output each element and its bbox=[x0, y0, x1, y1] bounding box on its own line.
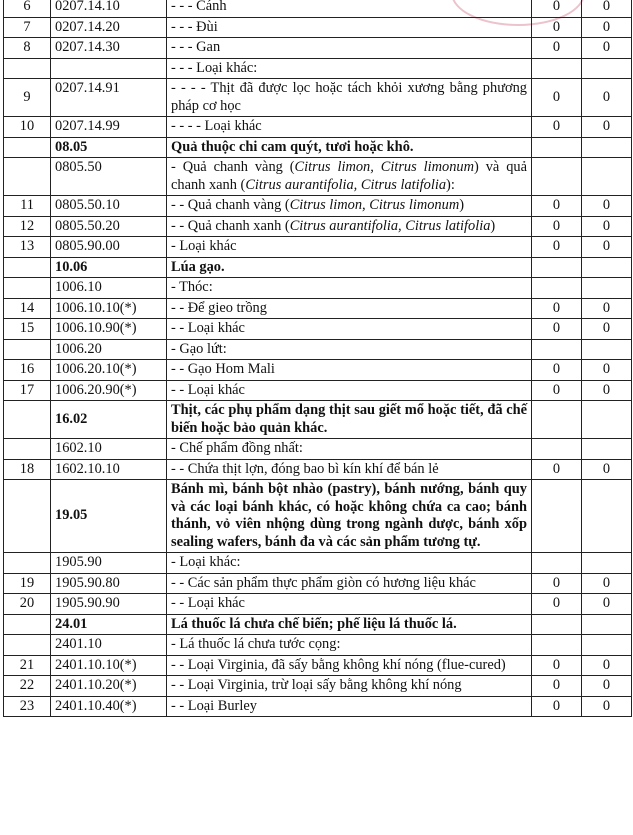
hs-code: 0805.90.00 bbox=[51, 237, 167, 258]
table-row bbox=[4, 360, 632, 381]
hs-code: 19.05 bbox=[51, 480, 167, 553]
rate-value-1 bbox=[532, 278, 582, 299]
table-row bbox=[4, 439, 632, 460]
row-number bbox=[4, 635, 51, 656]
hs-code: 1602.10.10 bbox=[51, 459, 167, 480]
hs-code: 1006.10.90(*) bbox=[51, 319, 167, 340]
hs-code: 1905.90.90 bbox=[51, 594, 167, 615]
rate-value-2 bbox=[582, 401, 632, 439]
description-text: - - Quả chanh vàng ( bbox=[171, 197, 290, 213]
row-number: 8 bbox=[4, 38, 51, 59]
table-row bbox=[4, 17, 632, 38]
description: - - Gạo Hom Mali bbox=[167, 360, 532, 381]
table-row bbox=[4, 655, 632, 676]
row-number bbox=[4, 553, 51, 574]
row-number: 11 bbox=[4, 196, 51, 217]
rate-value-2 bbox=[582, 614, 632, 635]
latin-name: Citrus aurantifolia, Citrus latifolia bbox=[245, 176, 447, 193]
rate-value-1 bbox=[532, 401, 582, 439]
table-row bbox=[4, 380, 632, 401]
row-number bbox=[4, 614, 51, 635]
description: Thịt, các phụ phẩm dạng thịt sau giết mổ hoặc tiết, đã chế biến hoặc bảo quản khác. bbox=[167, 401, 532, 439]
rate-value-2 bbox=[582, 480, 632, 553]
rate-value-1: 0 bbox=[532, 319, 582, 340]
rate-value-2: 0 bbox=[582, 573, 632, 594]
hs-code: 1006.10.10(*) bbox=[51, 298, 167, 319]
rate-value-1: 0 bbox=[532, 655, 582, 676]
rate-value-2: 0 bbox=[582, 360, 632, 381]
table-row bbox=[4, 58, 632, 79]
table-row bbox=[4, 38, 632, 59]
rate-value-1: 0 bbox=[532, 237, 582, 258]
row-number bbox=[4, 137, 51, 158]
row-number: 12 bbox=[4, 216, 51, 237]
description-text: - Quả chanh vàng ( bbox=[171, 159, 295, 175]
row-number bbox=[4, 480, 51, 553]
description: - - Loại khác bbox=[167, 594, 532, 615]
description: Bánh mì, bánh bột nhào (pastry), bánh nướng, bánh quy và các loại bánh khác, có hoặc không chứa ca cao; bánh thánh, vỏ viên nhộng dùng trong ngành dược, bánh xốp sealing wafers, bánh đa và các sản phẩm tương tự. bbox=[167, 480, 532, 553]
table-row bbox=[4, 339, 632, 360]
rate-value-2: 0 bbox=[582, 380, 632, 401]
row-number bbox=[4, 401, 51, 439]
hs-code: 08.05 bbox=[51, 137, 167, 158]
latin-name: Citrus limon, Citrus limonum bbox=[294, 159, 475, 175]
rate-value-1: 0 bbox=[532, 79, 582, 117]
rate-value-2: 0 bbox=[582, 38, 632, 59]
rate-value-1: 0 bbox=[532, 38, 582, 59]
rate-value-1 bbox=[532, 439, 582, 460]
rate-value-2 bbox=[582, 158, 632, 196]
hs-code: 2401.10.20(*) bbox=[51, 676, 167, 697]
rate-value-1 bbox=[532, 158, 582, 196]
hs-code: 1905.90.80 bbox=[51, 573, 167, 594]
row-number: 6 bbox=[4, 0, 51, 17]
table-row bbox=[4, 676, 632, 697]
rate-value-2 bbox=[582, 553, 632, 574]
table-row bbox=[4, 401, 632, 439]
description: - - - - Thịt đã được lọc hoặc tách khỏi xương bằng phương pháp cơ học bbox=[167, 79, 532, 117]
description: Lá thuốc lá chưa chế biến; phế liệu lá thuốc lá. bbox=[167, 614, 532, 635]
table-row bbox=[4, 573, 632, 594]
row-number bbox=[4, 439, 51, 460]
row-number: 9 bbox=[4, 79, 51, 117]
rate-value-2: 0 bbox=[582, 117, 632, 138]
description: - - - Cánh bbox=[167, 0, 532, 17]
rate-value-2 bbox=[582, 137, 632, 158]
description bbox=[167, 196, 532, 217]
description: Quả thuộc chi cam quýt, tươi hoặc khô. bbox=[167, 137, 532, 158]
description-text: - - Quả chanh xanh ( bbox=[171, 217, 290, 234]
row-number: 22 bbox=[4, 676, 51, 697]
description bbox=[167, 158, 532, 196]
row-number: 20 bbox=[4, 594, 51, 615]
description: - Thóc: bbox=[167, 278, 532, 299]
rate-value-2 bbox=[582, 339, 632, 360]
hs-code: 1602.10 bbox=[51, 439, 167, 460]
hs-code: 2401.10.10(*) bbox=[51, 655, 167, 676]
table-row bbox=[4, 0, 632, 17]
description: - Loại khác bbox=[167, 237, 532, 258]
hs-code: 10.06 bbox=[51, 257, 167, 278]
rate-value-2: 0 bbox=[582, 298, 632, 319]
rate-value-1: 0 bbox=[532, 594, 582, 615]
row-number bbox=[4, 278, 51, 299]
description-text: ): bbox=[446, 176, 455, 193]
row-number: 21 bbox=[4, 655, 51, 676]
rate-value-1: 0 bbox=[532, 380, 582, 401]
rate-value-1: 0 bbox=[532, 696, 582, 717]
rate-value-2: 0 bbox=[582, 17, 632, 38]
table-row bbox=[4, 298, 632, 319]
latin-name: Citrus limon, Citrus limonum bbox=[289, 197, 460, 213]
row-number: 10 bbox=[4, 117, 51, 138]
row-number: 19 bbox=[4, 573, 51, 594]
rate-value-1 bbox=[532, 137, 582, 158]
rate-value-1: 0 bbox=[532, 298, 582, 319]
rate-value-2: 0 bbox=[582, 319, 632, 340]
rate-value-2 bbox=[582, 257, 632, 278]
row-number: 14 bbox=[4, 298, 51, 319]
rate-value-2: 0 bbox=[582, 237, 632, 258]
hs-code: 0805.50.20 bbox=[51, 216, 167, 237]
table-row bbox=[4, 79, 632, 117]
hs-code: 0207.14.20 bbox=[51, 17, 167, 38]
table-row bbox=[4, 158, 632, 196]
rate-value-1 bbox=[532, 614, 582, 635]
rate-value-2: 0 bbox=[582, 216, 632, 237]
rate-value-1 bbox=[532, 480, 582, 553]
row-number: 15 bbox=[4, 319, 51, 340]
rate-value-1: 0 bbox=[532, 196, 582, 217]
rate-value-1: 0 bbox=[532, 216, 582, 237]
hs-code: 1006.20.90(*) bbox=[51, 380, 167, 401]
description: - - Loại Burley bbox=[167, 696, 532, 717]
description: - - Loại Virginia, trừ loại sấy bằng không khí nóng bbox=[167, 676, 532, 697]
rate-value-1: 0 bbox=[532, 459, 582, 480]
hs-code: 0805.50.10 bbox=[51, 196, 167, 217]
description: Lúa gạo. bbox=[167, 257, 532, 278]
rate-value-1 bbox=[532, 257, 582, 278]
rate-value-1: 0 bbox=[532, 360, 582, 381]
description: - - Chứa thịt lợn, đóng bao bì kín khí để bán lẻ bbox=[167, 459, 532, 480]
row-number bbox=[4, 158, 51, 196]
description: - - Loại Virginia, đã sấy bằng không khí nóng (flue-cured) bbox=[167, 655, 532, 676]
hs-code: 0207.14.91 bbox=[51, 79, 167, 117]
rate-value-2: 0 bbox=[582, 79, 632, 117]
description: - Gạo lứt: bbox=[167, 339, 532, 360]
table-row bbox=[4, 196, 632, 217]
table-row bbox=[4, 696, 632, 717]
rate-value-1: 0 bbox=[532, 573, 582, 594]
hs-code: 24.01 bbox=[51, 614, 167, 635]
description: - - Để gieo trồng bbox=[167, 298, 532, 319]
rate-value-1 bbox=[532, 58, 582, 79]
rate-value-2 bbox=[582, 439, 632, 460]
table-row bbox=[4, 319, 632, 340]
rate-value-2 bbox=[582, 635, 632, 656]
hs-code bbox=[51, 58, 167, 79]
hs-code: 2401.10.40(*) bbox=[51, 696, 167, 717]
description: - Lá thuốc lá chưa tước cọng: bbox=[167, 635, 532, 656]
rate-value-2: 0 bbox=[582, 0, 632, 17]
rate-value-2: 0 bbox=[582, 196, 632, 217]
description: - Loại khác: bbox=[167, 553, 532, 574]
table-row bbox=[4, 137, 632, 158]
rate-value-2: 0 bbox=[582, 594, 632, 615]
rate-value-1 bbox=[532, 553, 582, 574]
description: - - Loại khác bbox=[167, 319, 532, 340]
row-number: 13 bbox=[4, 237, 51, 258]
hs-code: 2401.10 bbox=[51, 635, 167, 656]
table-row bbox=[4, 278, 632, 299]
rate-value-2 bbox=[582, 278, 632, 299]
rate-value-2: 0 bbox=[582, 655, 632, 676]
rate-value-1 bbox=[532, 339, 582, 360]
description: - - - Đùi bbox=[167, 17, 532, 38]
table-row bbox=[4, 635, 632, 656]
row-number: 7 bbox=[4, 17, 51, 38]
table-row bbox=[4, 480, 632, 553]
description-text: ) bbox=[459, 197, 465, 213]
hs-code: 1006.20.10(*) bbox=[51, 360, 167, 381]
hs-code: 1905.90 bbox=[51, 553, 167, 574]
row-number: 23 bbox=[4, 696, 51, 717]
row-number: 16 bbox=[4, 360, 51, 381]
row-number bbox=[4, 58, 51, 79]
row-number: 18 bbox=[4, 459, 51, 480]
rate-value-1: 0 bbox=[532, 0, 582, 17]
rate-value-2: 0 bbox=[582, 696, 632, 717]
rate-value-2: 0 bbox=[582, 676, 632, 697]
row-number: 17 bbox=[4, 380, 51, 401]
latin-name: Citrus aurantifolia, Citrus latifolia bbox=[289, 217, 491, 234]
rate-value-1 bbox=[532, 635, 582, 656]
table-row bbox=[4, 216, 632, 237]
description: - Chế phẩm đồng nhất: bbox=[167, 439, 532, 460]
hs-code: 0207.14.30 bbox=[51, 38, 167, 59]
hs-code: 1006.20 bbox=[51, 339, 167, 360]
description: - - - Gan bbox=[167, 38, 532, 59]
description: - - - - Loại khác bbox=[167, 117, 532, 138]
description: - - - Loại khác: bbox=[167, 58, 532, 79]
tariff-table bbox=[3, 0, 632, 717]
hs-code: 0207.14.99 bbox=[51, 117, 167, 138]
table-row bbox=[4, 117, 632, 138]
description: - - Loại khác bbox=[167, 380, 532, 401]
rate-value-1: 0 bbox=[532, 17, 582, 38]
description bbox=[167, 216, 532, 237]
hs-code: 1006.10 bbox=[51, 278, 167, 299]
hs-code: 16.02 bbox=[51, 401, 167, 439]
rate-value-1: 0 bbox=[532, 676, 582, 697]
table-row bbox=[4, 614, 632, 635]
table-row bbox=[4, 257, 632, 278]
hs-code: 0207.14.10 bbox=[51, 0, 167, 17]
hs-code: 0805.50 bbox=[51, 158, 167, 196]
rate-value-2: 0 bbox=[582, 459, 632, 480]
table-row bbox=[4, 553, 632, 574]
table-row bbox=[4, 594, 632, 615]
description: - - Các sản phẩm thực phẩm giòn có hương liệu khác bbox=[167, 573, 532, 594]
rate-value-2 bbox=[582, 58, 632, 79]
rate-value-1: 0 bbox=[532, 117, 582, 138]
description-text: ) và quả chanh xanh ( bbox=[171, 159, 527, 193]
row-number bbox=[4, 257, 51, 278]
table-row bbox=[4, 459, 632, 480]
table-row bbox=[4, 237, 632, 258]
row-number bbox=[4, 339, 51, 360]
description-text: ) bbox=[490, 217, 496, 234]
